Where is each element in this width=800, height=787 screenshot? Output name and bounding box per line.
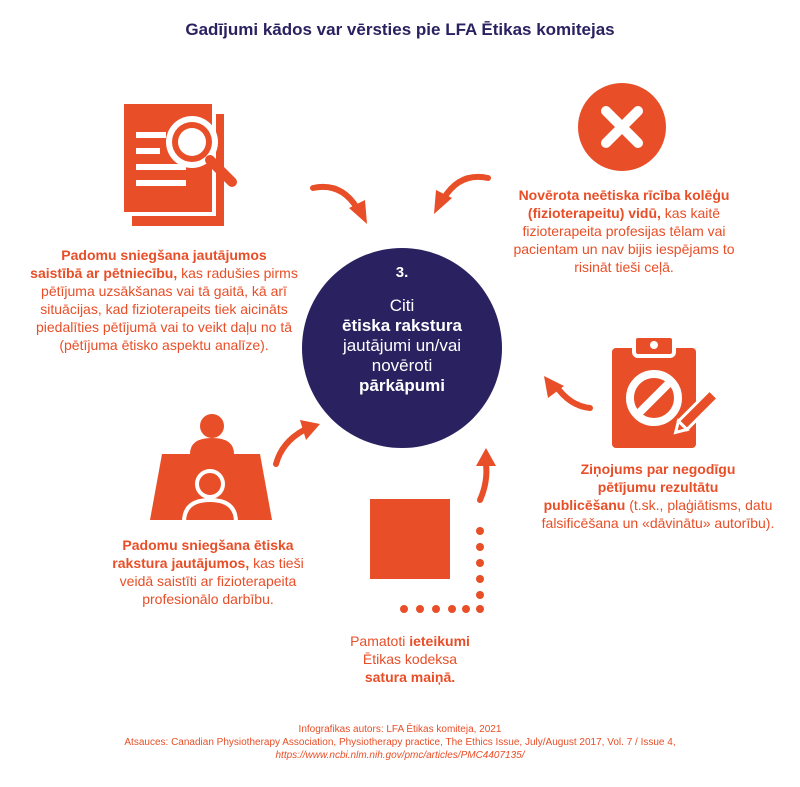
code-line-2: Ētikas kodeksa	[362, 651, 458, 667]
center-line-4: novēroti	[371, 356, 433, 375]
arrow-professional-icon	[268, 412, 328, 468]
center-number: 3.	[395, 264, 409, 281]
research-rest: kas radušies pirms pētījuma uzsākšanas vai tā gaitā, kā arī situācijas, kad fizioterapeits tiek aicināts piedalīties pētījumā vai to veikt daļu no tā (pētījuma ētisko aspektu analīze).	[35, 265, 298, 353]
research-bold-2: saistībā ar pētniecību,	[30, 265, 178, 281]
colleagues-bold-2: (fizioterapeitu) vidū,	[527, 205, 661, 221]
research-bold-1: Padomu sniegšana jautājumos	[61, 247, 267, 263]
center-circle	[302, 248, 502, 448]
center-text	[302, 296, 502, 396]
publications-bold-2: pētījumu rezultātu	[597, 479, 719, 495]
footer-author: Infografikas autors: LFA Ētikas komiteja, 2021	[298, 724, 502, 735]
professional-bold-1: Padomu sniegšana ētiska	[122, 537, 294, 553]
professional-rest: kas tieši veidā saistīti ar fizioterapeita profesionālo darbību.	[119, 555, 304, 607]
center-line-3: jautājumi un/vai	[342, 336, 462, 355]
professional-text	[98, 536, 318, 608]
arrow-research-icon	[305, 178, 375, 234]
code-line-3: satura maiņā.	[364, 669, 456, 685]
colleagues-text	[498, 186, 750, 276]
page-title: Gadījumi kādos var vērsties pie LFA Ētikas komitejas	[185, 20, 615, 39]
center-line-5: pārkāpumi	[359, 376, 445, 395]
dotted-squares-icon	[368, 497, 488, 617]
publications-rest: (t.sk., plaģiātisms, datu falsificēšana un «dāvinātu» autorību).	[541, 497, 775, 531]
footer-sources: Atsauces: Canadian Physiotherapy Association, Physiotherapy practice, The Ethics Issue, July/August 2017, Vol. 7 / Issue 4,	[124, 737, 676, 748]
footer-link[interactable]: https://www.ncbi.nlm.nih.gov/pmc/articles/PMC4407135/	[275, 750, 525, 761]
colleagues-rest: kas kaitē fizioterapeita profesijas tēlam vai pacientam un nav bijis iespējams to risināt tieši ceļā.	[513, 205, 735, 275]
publications-bold-3: publicēšanu	[543, 497, 626, 513]
clipboard-prohibited-icon	[606, 332, 726, 452]
research-text	[28, 246, 300, 354]
center-line-2: ētiska rakstura	[341, 316, 463, 335]
publications-bold-1: Ziņojums par negodīgu	[580, 461, 736, 477]
center-line-1: Citi	[389, 296, 415, 315]
research-documents-icon	[108, 96, 248, 226]
code-text	[330, 632, 490, 686]
code-line-1b: ieteikumi	[409, 633, 470, 649]
arrow-code-icon	[458, 442, 508, 502]
code-line-1a: Pamatoti	[350, 633, 410, 649]
publications-text	[540, 460, 776, 532]
close-circle-icon	[577, 82, 667, 172]
colleagues-bold-1: Novērota neētiska rīcība kolēģu	[518, 187, 730, 203]
arrow-publications-icon	[534, 368, 594, 418]
arrow-colleagues-icon	[426, 168, 496, 224]
consultation-people-icon	[148, 410, 274, 526]
professional-bold-2: rakstura jautājumos,	[112, 555, 250, 571]
